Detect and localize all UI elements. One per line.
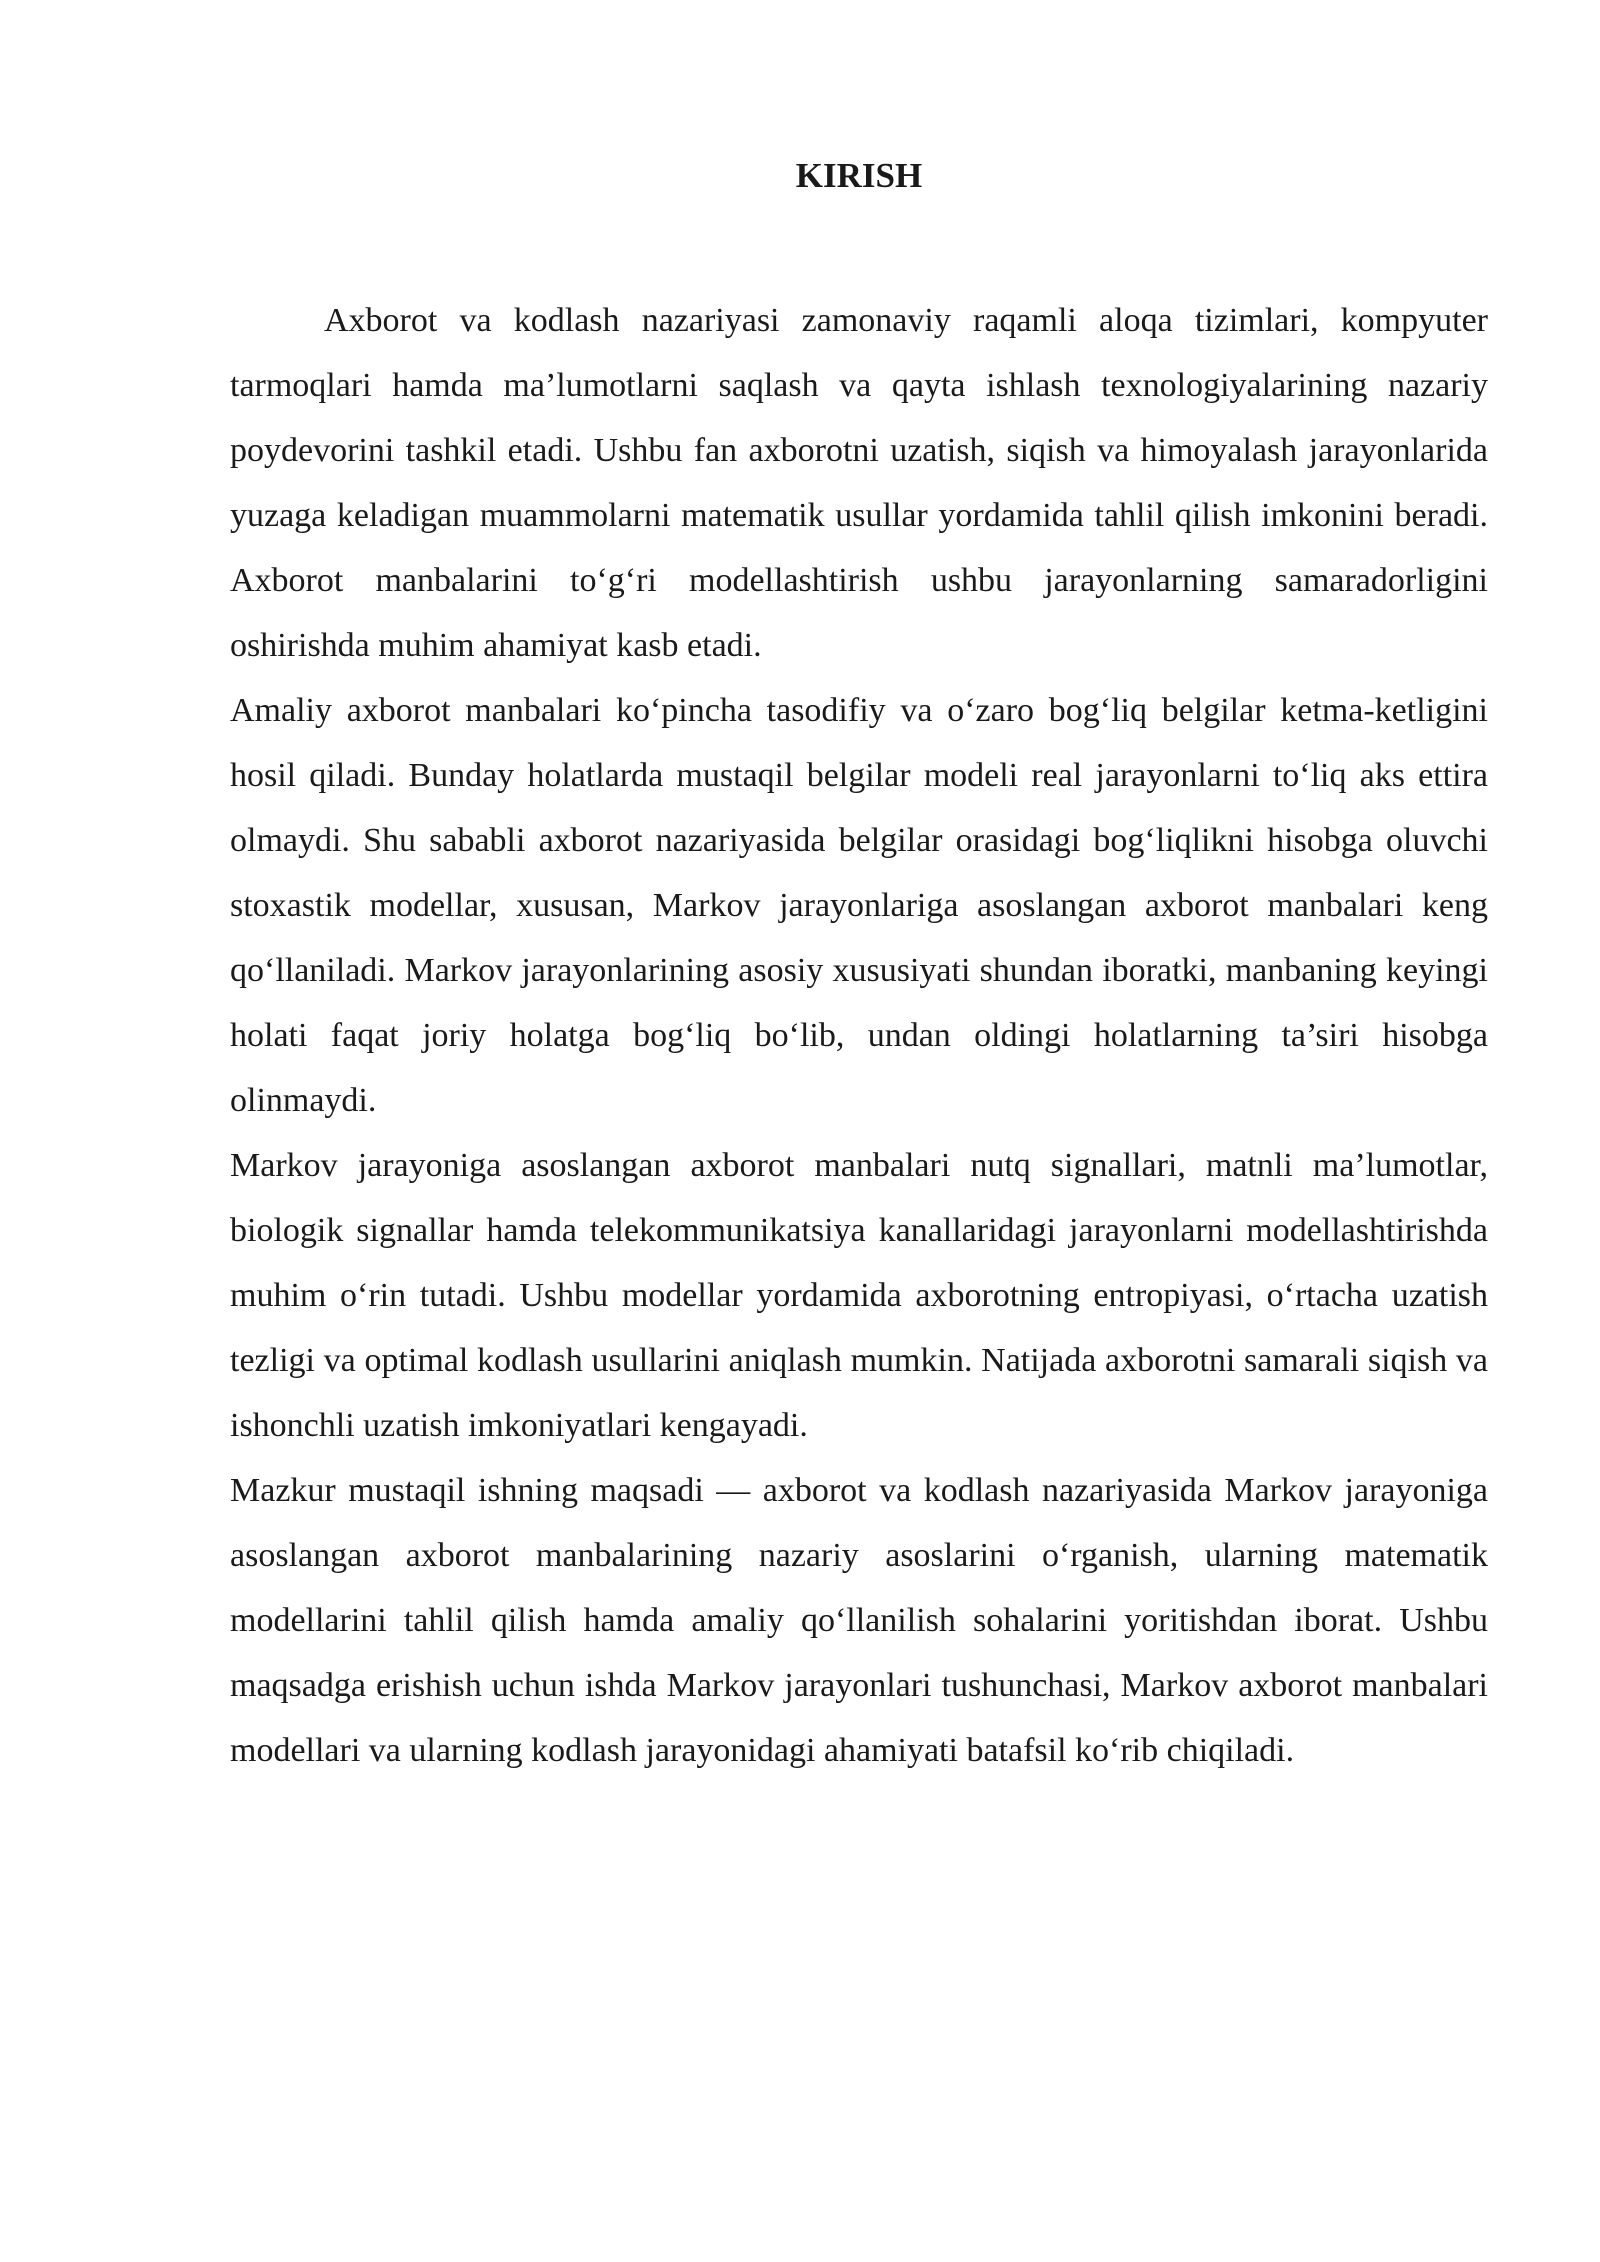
document-body xyxy=(230,146,1488,1783)
paragraph-goal: Mazkur mustaqil ishning maqsadi — axborot va kodlash nazariyasida Markov jarayoniga asoslangan axborot manbalarining nazariy asoslarini o‘rganish, ularning matematik modellarini tahlil qilish hamda amaliy qo‘llanilish sohalarini yoritishdan iborat. Ushbu maqsadga erishish uchun ishda Markov jarayonlari tushunchasi, Markov axborot manbalari modellari va ularning kodlash jarayonidagi ahamiyati batafsil ko‘rib chiqiladi. xyxy=(230,1472,1488,1769)
paragraph-applications: Markov jarayoniga asoslangan axborot manbalari nutq signallari, matnli ma’lumotlar, biologik signallar hamda telekommunikatsiya kanallaridagi jarayonlarni modellashtirishda muhim o‘rin tutadi. Ushbu modellar yordamida axborotning entropiyasi, o‘rtacha uzatish tezligi va optimal kodlash usullarini aniqlash mumkin. Natijada axborotni samarali siqish va ishonchli uzatish imkoniyatlari kengayadi. xyxy=(230,1147,1488,1444)
paragraph-intro: Axborot va kodlash nazariyasi zamonaviy raqamli aloqa tizimlari, kompyuter tarmoqlari hamda ma’lumotlarni saqlash va qayta ishlash texnologiyalarining nazariy poydevorini tashkil etadi. Ushbu fan axborotni uzatish, siqish va himoyalash jarayonlarida yuzaga keladigan muammolarni matematik usullar yordamida tahlil qilish imkonini beradi. Axborot manbalarini to‘g‘ri modellashtirish ushbu jarayonlarning samaradorligini oshirishda muhim ahamiyat kasb etadi. xyxy=(230,302,1488,664)
section-title: KIRISH xyxy=(795,156,923,195)
paragraph-markov-sources: Amaliy axborot manbalari ko‘pincha tasodifiy va o‘zaro bog‘liq belgilar ketma-ketligini hosil qiladi. Bunday holatlarda mustaqil belgilar modeli real jarayonlarni to‘liq aks ettira olmaydi. Shu sababli axborot nazariyasida belgilar orasidagi bog‘liqlikni hisobga oluvchi stoxastik modellar, xususan, Markov jarayonlariga asoslangan axborot manbalari keng qo‘llaniladi. Markov jarayonlarining asosiy xususiyati shundan iboratki, manbaning keyingi holati faqat joriy holatga bog‘liq bo‘lib, undan oldingi holatlarning ta’siri hisobga olinmaydi. xyxy=(230,692,1488,1119)
